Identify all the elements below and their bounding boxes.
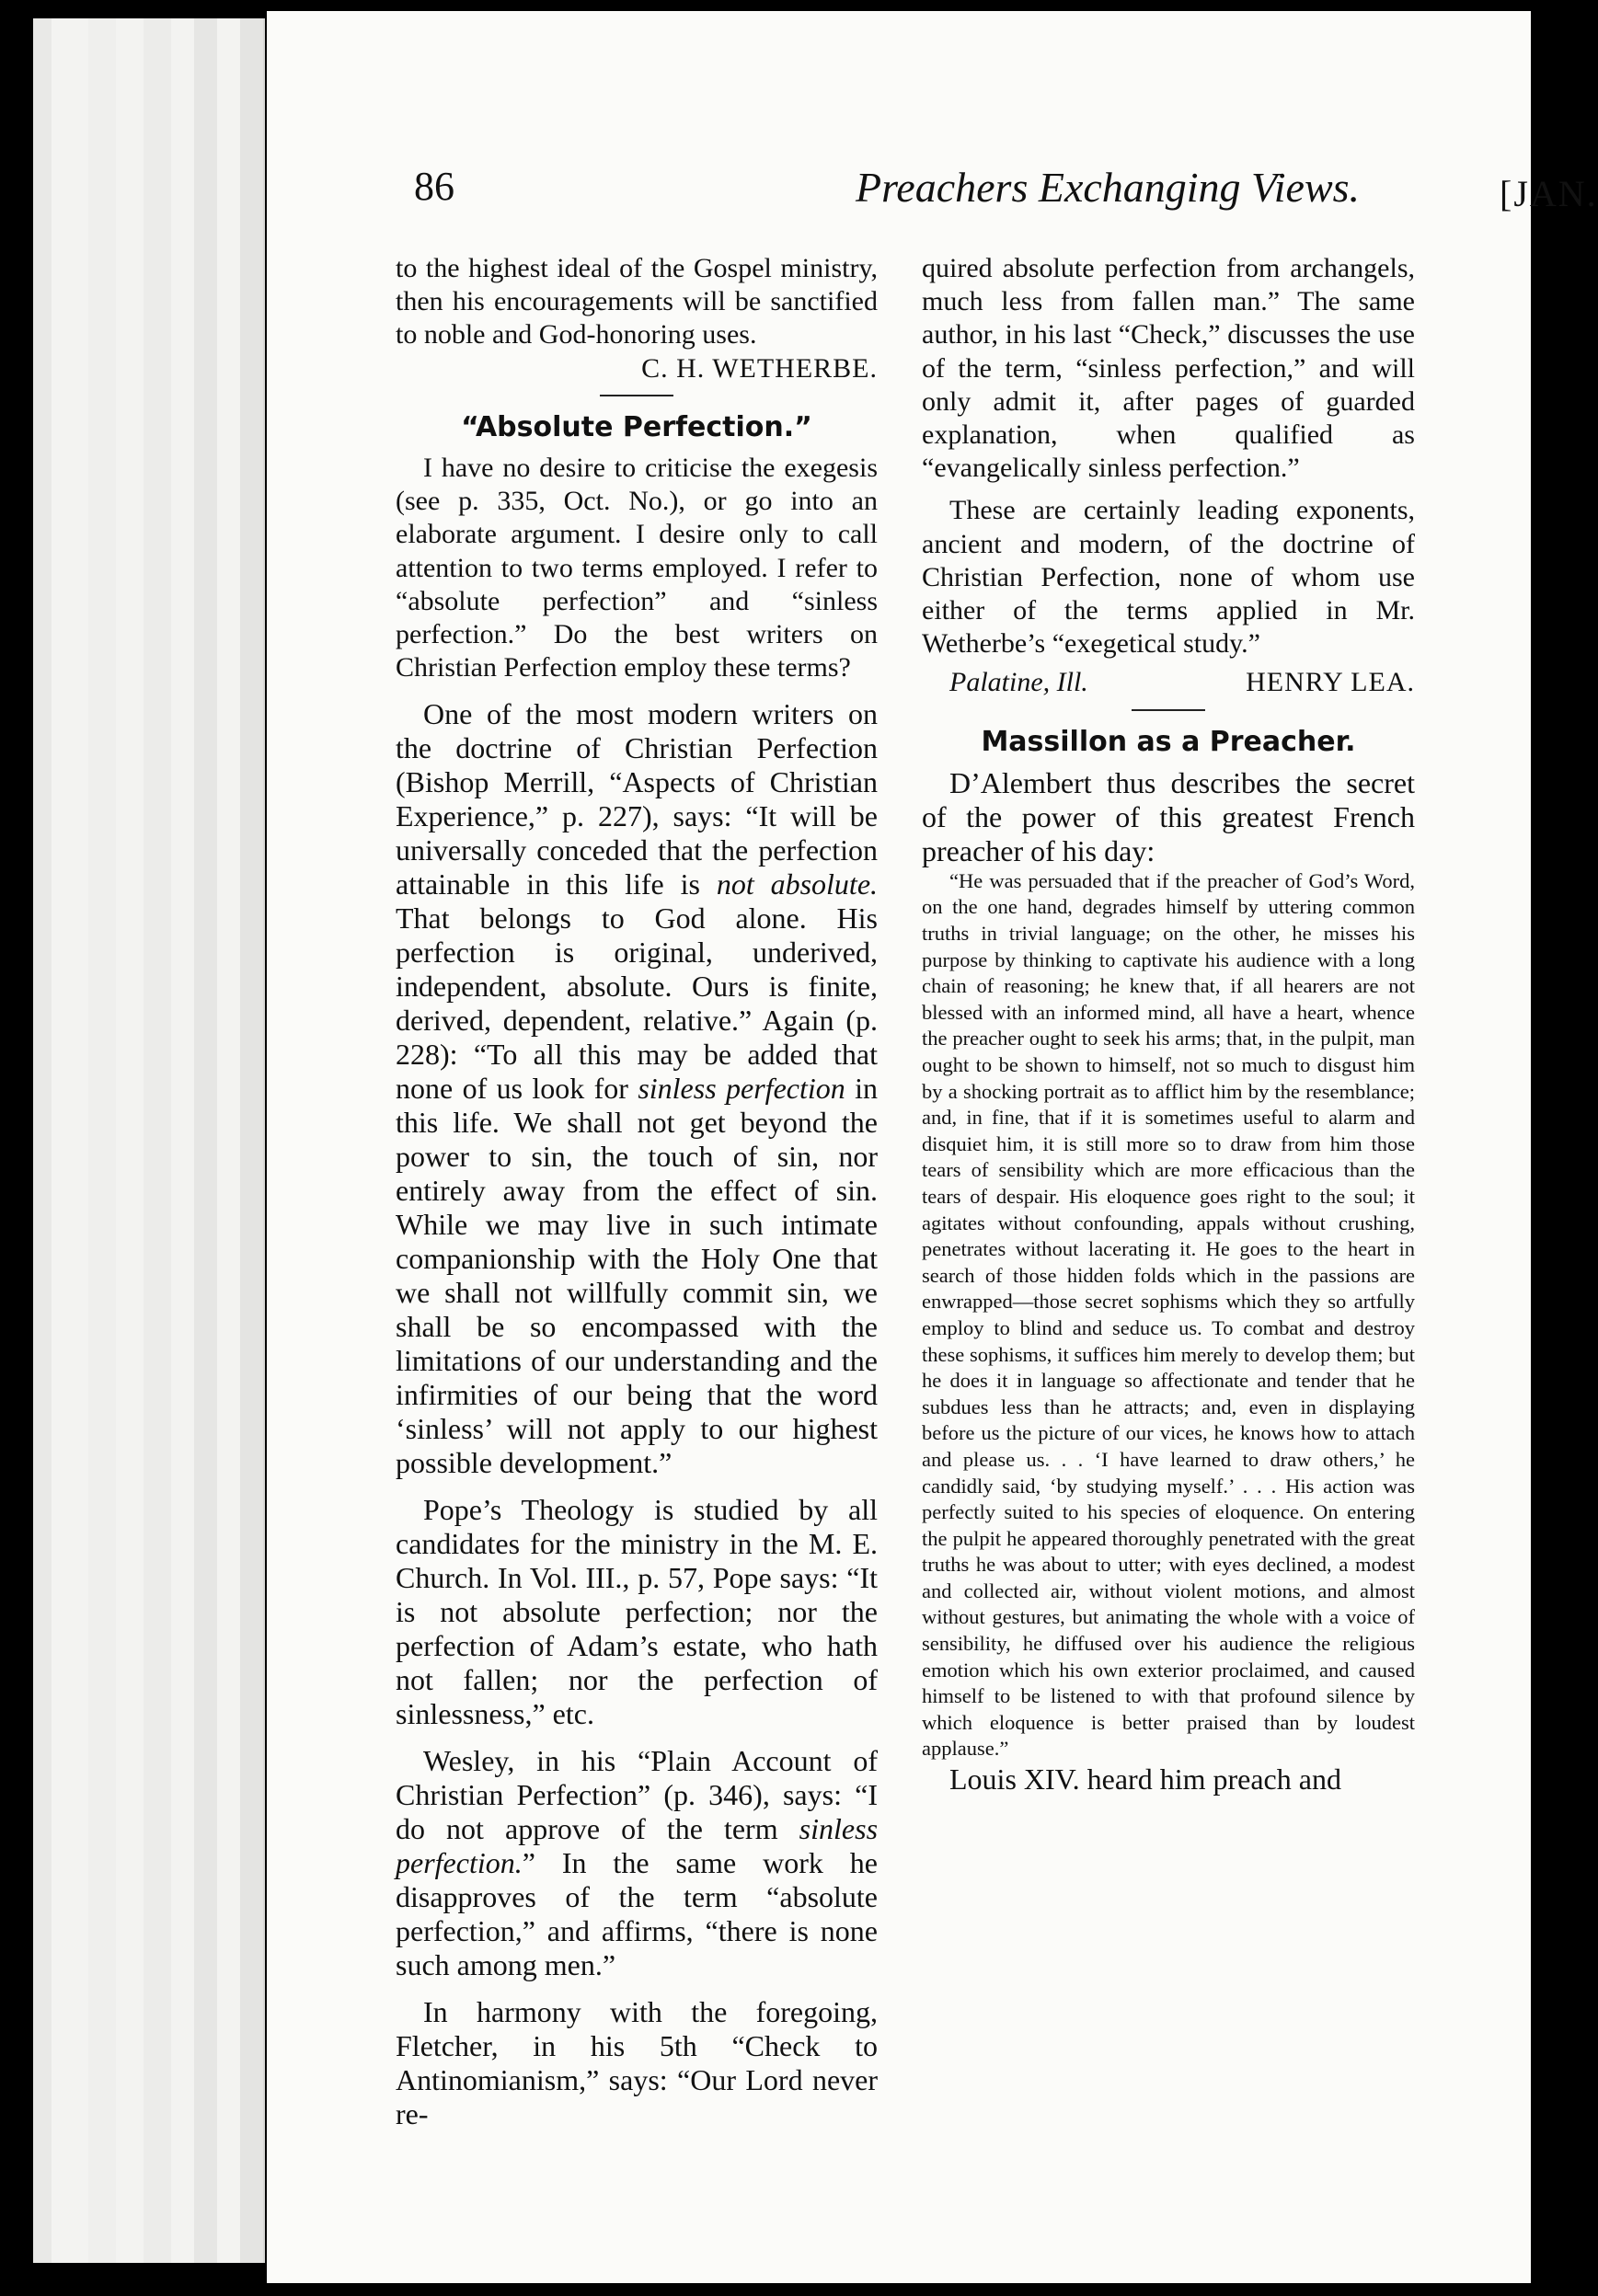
author-signature <box>922 666 1415 699</box>
right-column <box>922 252 1415 1797</box>
running-title: Preachers Exchanging Views. <box>856 164 1361 211</box>
author-signature: C. H. WETHERBE. <box>641 352 878 384</box>
left-column <box>396 252 878 2131</box>
carryover-paragraph: quired absolute perfection from archangels, much less from fallen man.” The same author, in his last “Check,” discusses the use of the term, “sinless perfection,” and will only admit it, after pages of guarded explanation, when qualified as “evangelically sinless perfection.” <box>922 253 1415 484</box>
body-paragraph: Wesley, in his “Plain Account of Christian Perfection” (p. 346), says: “I do not approve of the term sinless perfection.” In the same work he disapproves of the term “absolute perfection,” and affirms, “there is none such among men.” <box>396 1744 879 1982</box>
section-divider <box>600 395 673 396</box>
body-paragraph: I have no desire to criticise the exegesis (see p. 335, Oct. No.), or go into an elaborate argument. I desire only to call attention to two terms employed. I refer to “absolute perfection” and “sinless perfection.” Do the best writers on Christian Perfection employ these terms? <box>396 453 878 683</box>
book-page-edges <box>33 18 272 2263</box>
emphasis: sinless perfection. <box>396 1812 879 1880</box>
intro-paragraph: D’Alembert thus describes the secret of the power of this greatest French preacher of his day: <box>922 765 1415 867</box>
body-paragraph: Louis XIV. heard him preach and <box>949 1762 1341 1797</box>
body-paragraph: Pope’s Theology is studied by all candidates for the ministry in the M. E. Church. In Vol. III., p. 57, Pope says: “It is not absolute perfection; nor the perfection of Adam’s estate, who hath not fallen; nor the perfection of sinlessness,” etc. <box>396 1493 878 1731</box>
section-title: Massillon as a Preacher. <box>981 725 1356 758</box>
section-divider <box>1132 709 1205 711</box>
running-head <box>414 163 1598 236</box>
issue-month: [JAN. <box>1500 173 1598 214</box>
book-page <box>267 11 1598 2283</box>
section-title: “Absolute Perfection.” <box>461 410 812 443</box>
emphasis: not absolute. <box>716 867 879 901</box>
block-quotation: “He was persuaded that if the preacher of God’s Word, on the one hand, degrades himself by uttering common truths in trivial language; on the other, he misses his purpose by thinking to captivate his audience with a long chain of reasoning; he knew that, if all hearers are not blessed with an informed mind, all have a heart, whence the preacher ought to seek his arms; that, in the pulpit, man ought to be shown to himself, not so much to disgust him by a shocking portrait as to afflict him by the resemblance; and, in fine, that if it is sometimes useful to alarm and disquiet him, it is still more so to draw from him those tears of sensibility which are more efficacious than the tears of despair. His eloquence goes right to the soul; it agitates without confounding, appals without crushing, penetrates without lacerating it. He goes to the heart in search of those hidden folds which in the passions are enwrapped—those secret sophisms which they so artfully employ to blind and seduce us. To combat and destroy these sophisms, it suffices him merely to develop them; but he does it in language so affectionate and tender that he subdues less than he attracts; and, even in displaying before us the picture of our vices, he knows how to attach and please us. . . ‘I have learned to draw others,’ he candidly said, ‘by studying myself.’ . . . His action was perfectly suited to his species of eloquence. On entering the pulpit he appeared thoroughly penetrated with the great truths he was about to utter; with eyes declined, a modest and collected air, without violent motions, and almost without gestures, but animating the whole with a voice of sensibility, he diffused over his audience the religious emotion which his own exterior proclaimed, and caused himself to be listened to with that profound silence by which eloquence is better praised than by loudest applause.” <box>922 868 1415 1761</box>
body-paragraph: In harmony with the foregoing, Fletcher, in his 5th “Check to Antinomianism,” says: “Our Lord never re- <box>396 1995 878 2131</box>
carryover-paragraph: to the highest ideal of the Gospel ministry, then his encouragements will be sanctified to noble and God-honoring uses. <box>396 253 878 350</box>
signature-place: Palatine, Ill. <box>949 667 1088 698</box>
body-paragraph: These are certainly leading exponents, ancient and modern, of the doctrine of Christian Perfection, none of whom use either of the terms applied in Mr. Wetherbe’s “exegetical study.” <box>922 495 1415 660</box>
signature-name: HENRY LEA. <box>1246 667 1415 698</box>
emphasis: sinless perfection <box>638 1072 845 1106</box>
page-number: 86 <box>414 164 454 209</box>
body-paragraph: One of the most modern writers on the doctrine of Christian Perfection (Bishop Merrill, “Aspects of Christian Experience,” p. 227), says: “It will be universally conceded that the perfection attainable in this life is not absolute. That belongs to God alone. His perfection is original, underived, independent, absolute. Ours is finite, derived, dependent, relative.” Again (p. 228): “To all this may be added that none of us look for sinless perfection in this life. We shall not get beyond the power to sin, the touch of sin, nor entirely away from the effect of sin. While we may live in such intimate companionship with the Holy One that we shall not willfully commit sin, we shall be so encompassed with the limitations of our understanding and the infirmities of our being that the word ‘sinless’ will not apply to our highest possible development.” <box>396 697 879 1480</box>
